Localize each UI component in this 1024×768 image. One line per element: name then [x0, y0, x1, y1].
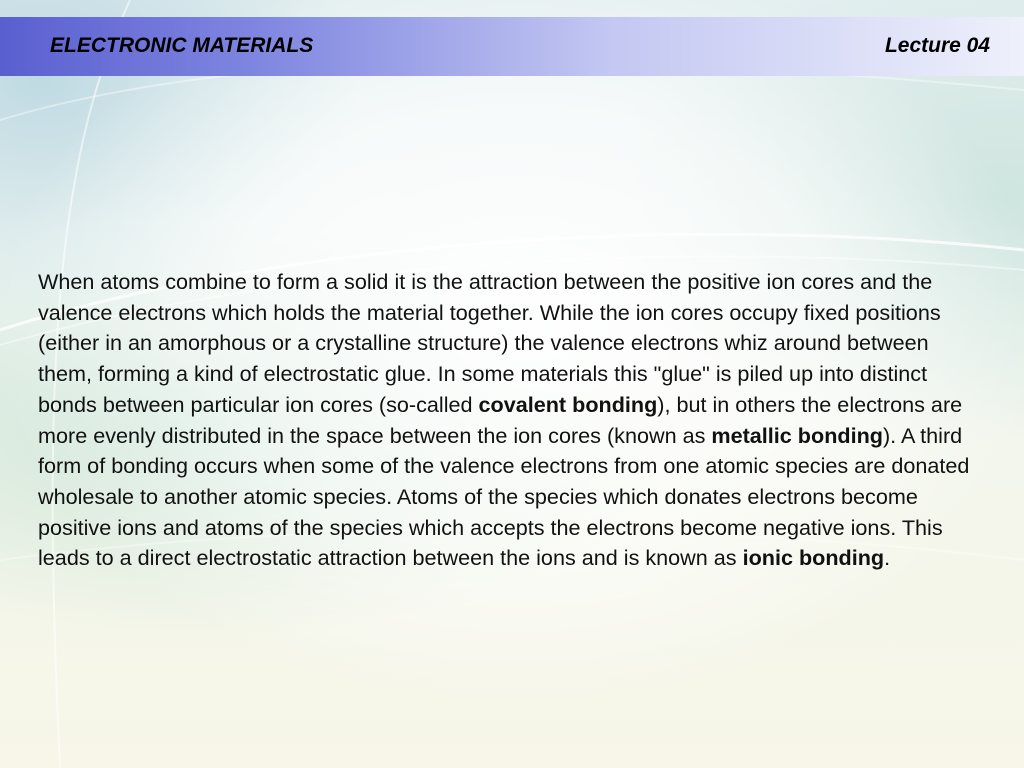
bold-term: ionic bonding: [742, 545, 885, 571]
slide-lecture-number: Lecture 04: [884, 34, 990, 57]
body-text-segment: ). A third form of bonding occurs when some of the valence electrons from one atomic species are donated wholesale to another atomic species. Atoms of the species which donates electrons become positive ions and atoms of the species which accepts the electrons become negative ions. This leads to a direct electrostatic attraction between the ions and is known as: [38, 422, 970, 571]
body-text-segment: .: [884, 545, 891, 571]
body-text-segment: When atoms combine to form a solid it is the attraction between the positive ion cores and the valence electrons which holds the material together. While the ion cores occupy fixed positions (either in an amorphous or a crystalline structure) the valence electrons whiz around between them, forming a kind of electrostatic glue. In some materials this "glue" is piled up into distinct bonds between particular ion cores (so-called: [38, 269, 941, 417]
bold-term: covalent bonding: [478, 391, 658, 417]
slide-course-title: ELECTRONIC MATERIALS: [50, 34, 314, 57]
body-text-segment: ), but in others the electrons are more evenly distributed in the space between the ion cores (known as: [38, 391, 963, 448]
slide-body-text: [38, 267, 988, 574]
bold-term: metallic bonding: [711, 422, 883, 448]
